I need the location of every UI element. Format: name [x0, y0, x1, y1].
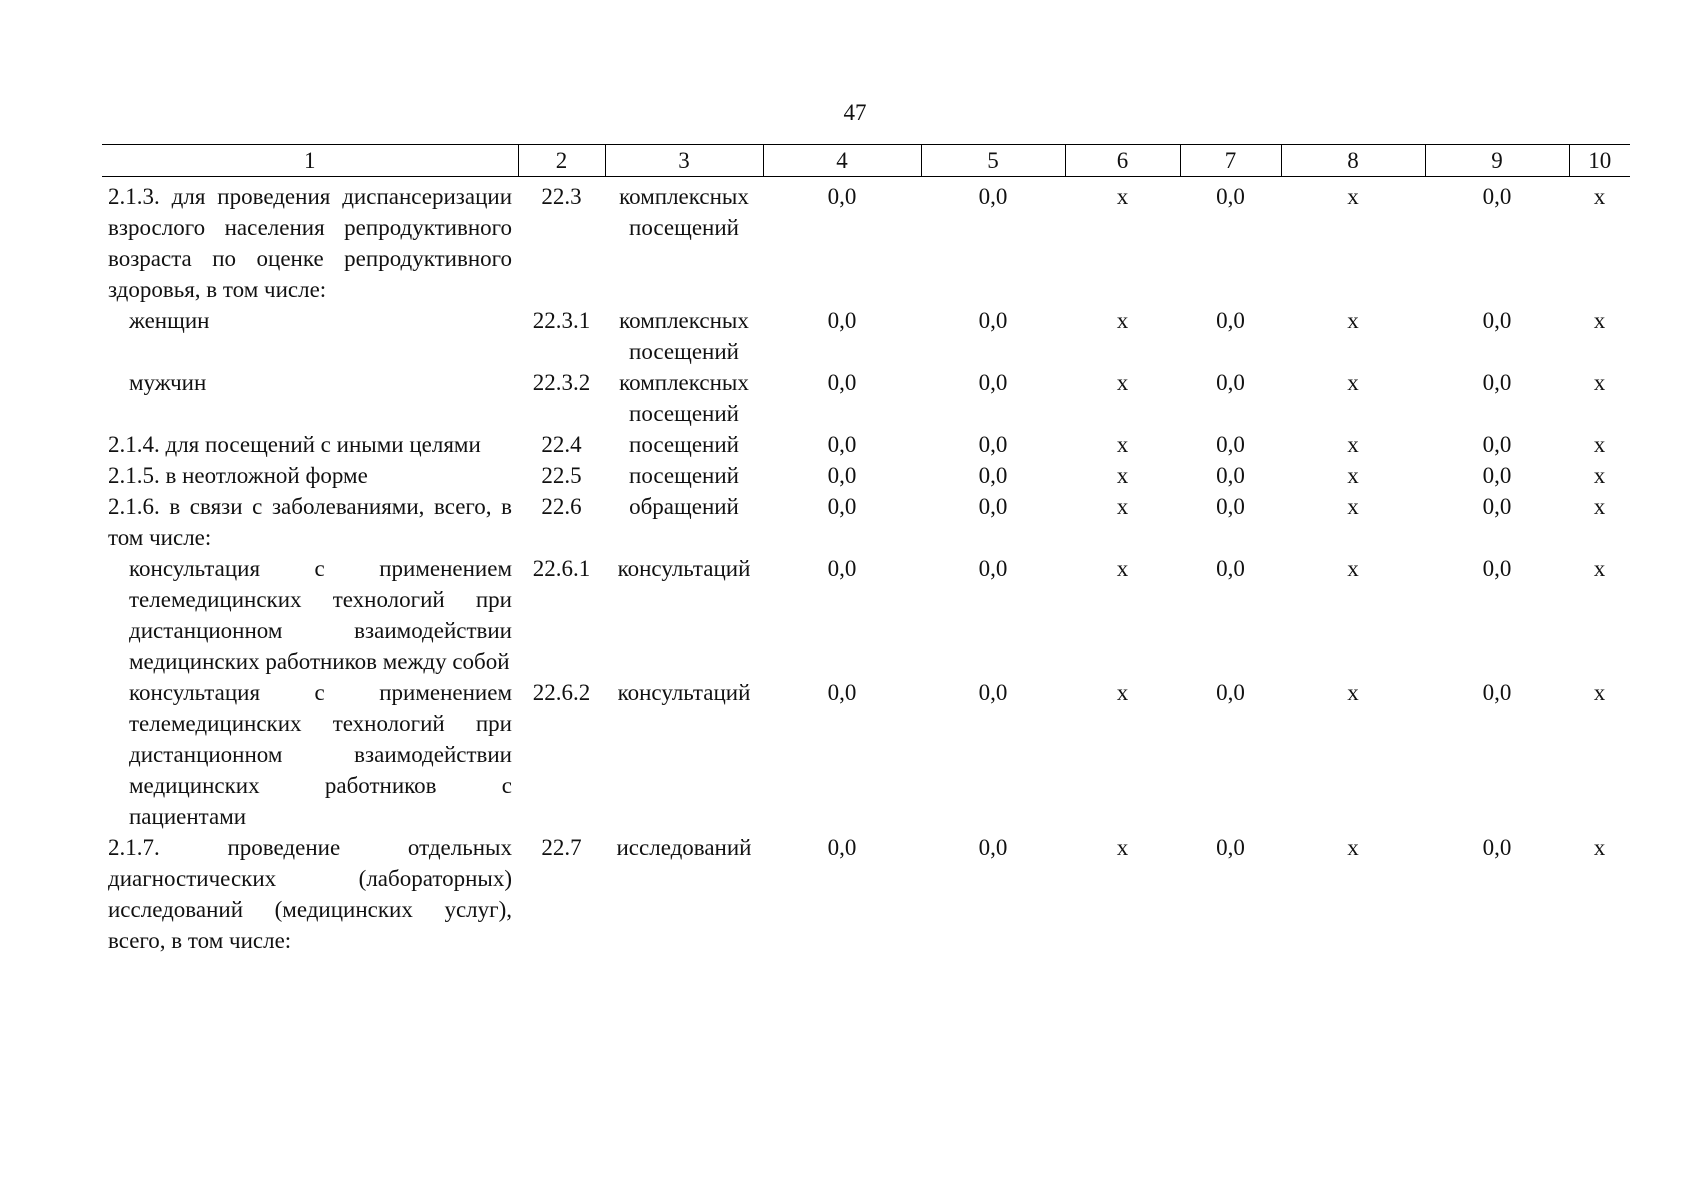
row-cell: х — [1116, 835, 1129, 860]
row-code: 22.3.1 — [532, 308, 591, 333]
table-row — [102, 460, 1630, 491]
row-cell: 0,0 — [827, 835, 857, 860]
row-cell: 0,0 — [1216, 184, 1245, 209]
column-header: 3 — [605, 145, 763, 177]
row-cell: 0,0 — [978, 556, 1008, 581]
row-cell: х — [1347, 308, 1359, 333]
row-code: 22.3 — [541, 184, 582, 209]
row-code: 22.4 — [541, 432, 582, 457]
row-unit: посещений — [629, 432, 739, 457]
row-cell: 0,0 — [827, 463, 857, 488]
table-body — [102, 177, 1630, 957]
row-cell: 0,0 — [827, 680, 857, 705]
row-cell: х — [1593, 432, 1606, 457]
column-header: 5 — [921, 145, 1065, 177]
row-cell: 0,0 — [978, 370, 1008, 395]
row-cell: х — [1116, 308, 1129, 333]
table-row — [102, 305, 1630, 367]
row-cell: 0,0 — [1482, 494, 1512, 519]
row-cell: 0,0 — [1482, 184, 1512, 209]
row-cell: 0,0 — [978, 432, 1008, 457]
row-cell: 0,0 — [1216, 432, 1245, 457]
row-cell: х — [1116, 184, 1129, 209]
row-code: 22.6.2 — [532, 680, 591, 705]
row-cell: 0,0 — [1216, 463, 1245, 488]
row-cell: х — [1116, 556, 1129, 581]
row-cell: 0,0 — [978, 308, 1008, 333]
row-cell: х — [1116, 494, 1129, 519]
row-unit: исследований — [616, 835, 752, 860]
row-cell: х — [1593, 308, 1606, 333]
table-row — [102, 677, 1630, 832]
row-cell: 0,0 — [827, 432, 857, 457]
row-unit: консультаций — [617, 556, 751, 581]
row-cell: 0,0 — [827, 556, 857, 581]
row-cell: 0,0 — [1482, 680, 1512, 705]
row-cell: х — [1593, 835, 1606, 860]
row-cell: 0,0 — [1216, 680, 1245, 705]
table-row — [102, 181, 1630, 305]
header-row — [102, 145, 1630, 177]
row-cell: х — [1116, 432, 1129, 457]
row-cell: 0,0 — [1482, 308, 1512, 333]
row-cell: 0,0 — [978, 463, 1008, 488]
row-cell: х — [1593, 463, 1606, 488]
table-row — [102, 367, 1630, 429]
column-header: 1 — [102, 145, 518, 177]
row-code: 22.7 — [541, 835, 582, 860]
row-cell: х — [1347, 835, 1359, 860]
row-name: 2.1.3. для проведения диспансеризации взрослого населения репродуктивного возраста по оценке репродуктивного здоровья, в том числе: — [108, 184, 512, 302]
data-table — [102, 144, 1630, 956]
row-name: 2.1.4. для посещений с иными целями — [108, 432, 481, 457]
column-header: 4 — [763, 145, 921, 177]
column-header: 10 — [1569, 145, 1630, 177]
row-cell: х — [1116, 680, 1129, 705]
row-cell: х — [1593, 494, 1606, 519]
table-row — [102, 832, 1630, 956]
row-unit: обращений — [629, 494, 739, 519]
row-cell: 0,0 — [1482, 370, 1512, 395]
row-code: 22.5 — [541, 463, 582, 488]
row-name: консультация с применением телемедицинских технологий при дистанционном взаимодействии медицинских работников с пациентами — [129, 680, 512, 829]
row-cell: 0,0 — [827, 370, 857, 395]
table-header — [102, 145, 1630, 177]
row-cell: х — [1347, 432, 1359, 457]
row-code: 22.6 — [541, 494, 582, 519]
column-header: 2 — [518, 145, 605, 177]
row-cell: 0,0 — [1216, 556, 1245, 581]
table-row — [102, 553, 1630, 677]
row-cell: 0,0 — [978, 184, 1008, 209]
column-header: 8 — [1281, 145, 1425, 177]
row-cell: х — [1347, 556, 1359, 581]
row-name: 2.1.6. в связи с заболеваниями, всего, в том числе: — [108, 494, 512, 550]
row-cell: 0,0 — [1482, 463, 1512, 488]
row-name: консультация с применением телемедицинских технологий при дистанционном взаимодействии медицинских работников между собой — [129, 556, 512, 674]
row-cell: 0,0 — [827, 308, 857, 333]
row-unit: консультаций — [617, 680, 751, 705]
column-header: 9 — [1425, 145, 1569, 177]
row-code: 22.3.2 — [532, 370, 591, 395]
row-name: мужчин — [129, 370, 207, 395]
row-cell: 0,0 — [1216, 835, 1245, 860]
row-cell: 0,0 — [1216, 494, 1245, 519]
row-cell: 0,0 — [1482, 835, 1512, 860]
row-cell: 0,0 — [978, 494, 1008, 519]
row-cell: 0,0 — [827, 494, 857, 519]
row-unit: комплексных посещений — [619, 370, 749, 426]
row-name: 2.1.5. в неотложной форме — [108, 463, 368, 488]
row-cell: х — [1347, 463, 1359, 488]
row-cell: х — [1347, 680, 1359, 705]
row-cell: 0,0 — [978, 835, 1008, 860]
row-cell: х — [1593, 680, 1606, 705]
row-unit: комплексных посещений — [619, 308, 749, 364]
row-cell: х — [1347, 370, 1359, 395]
column-header: 6 — [1065, 145, 1180, 177]
row-cell: х — [1593, 184, 1606, 209]
row-unit: комплексных посещений — [619, 184, 749, 240]
row-cell: х — [1116, 463, 1129, 488]
page-number: 47 — [843, 100, 867, 125]
row-name: женщин — [129, 308, 210, 333]
row-cell: 0,0 — [1482, 432, 1512, 457]
row-cell: х — [1593, 370, 1606, 395]
row-code: 22.6.1 — [532, 556, 591, 581]
row-cell: х — [1347, 494, 1359, 519]
table-row — [102, 491, 1630, 553]
row-unit: посещений — [629, 463, 739, 488]
row-cell: 0,0 — [978, 680, 1008, 705]
row-cell: х — [1593, 556, 1606, 581]
row-cell: х — [1116, 370, 1129, 395]
row-name: 2.1.7. проведение отдельных диагностических (лабораторных) исследований (медицинских услуг), всего, в том числе: — [108, 835, 512, 953]
row-cell: 0,0 — [1216, 308, 1245, 333]
row-cell: 0,0 — [827, 184, 857, 209]
row-cell: 0,0 — [1216, 370, 1245, 395]
column-header: 7 — [1180, 145, 1281, 177]
table-row — [102, 429, 1630, 460]
row-cell: х — [1347, 184, 1359, 209]
row-cell: 0,0 — [1482, 556, 1512, 581]
